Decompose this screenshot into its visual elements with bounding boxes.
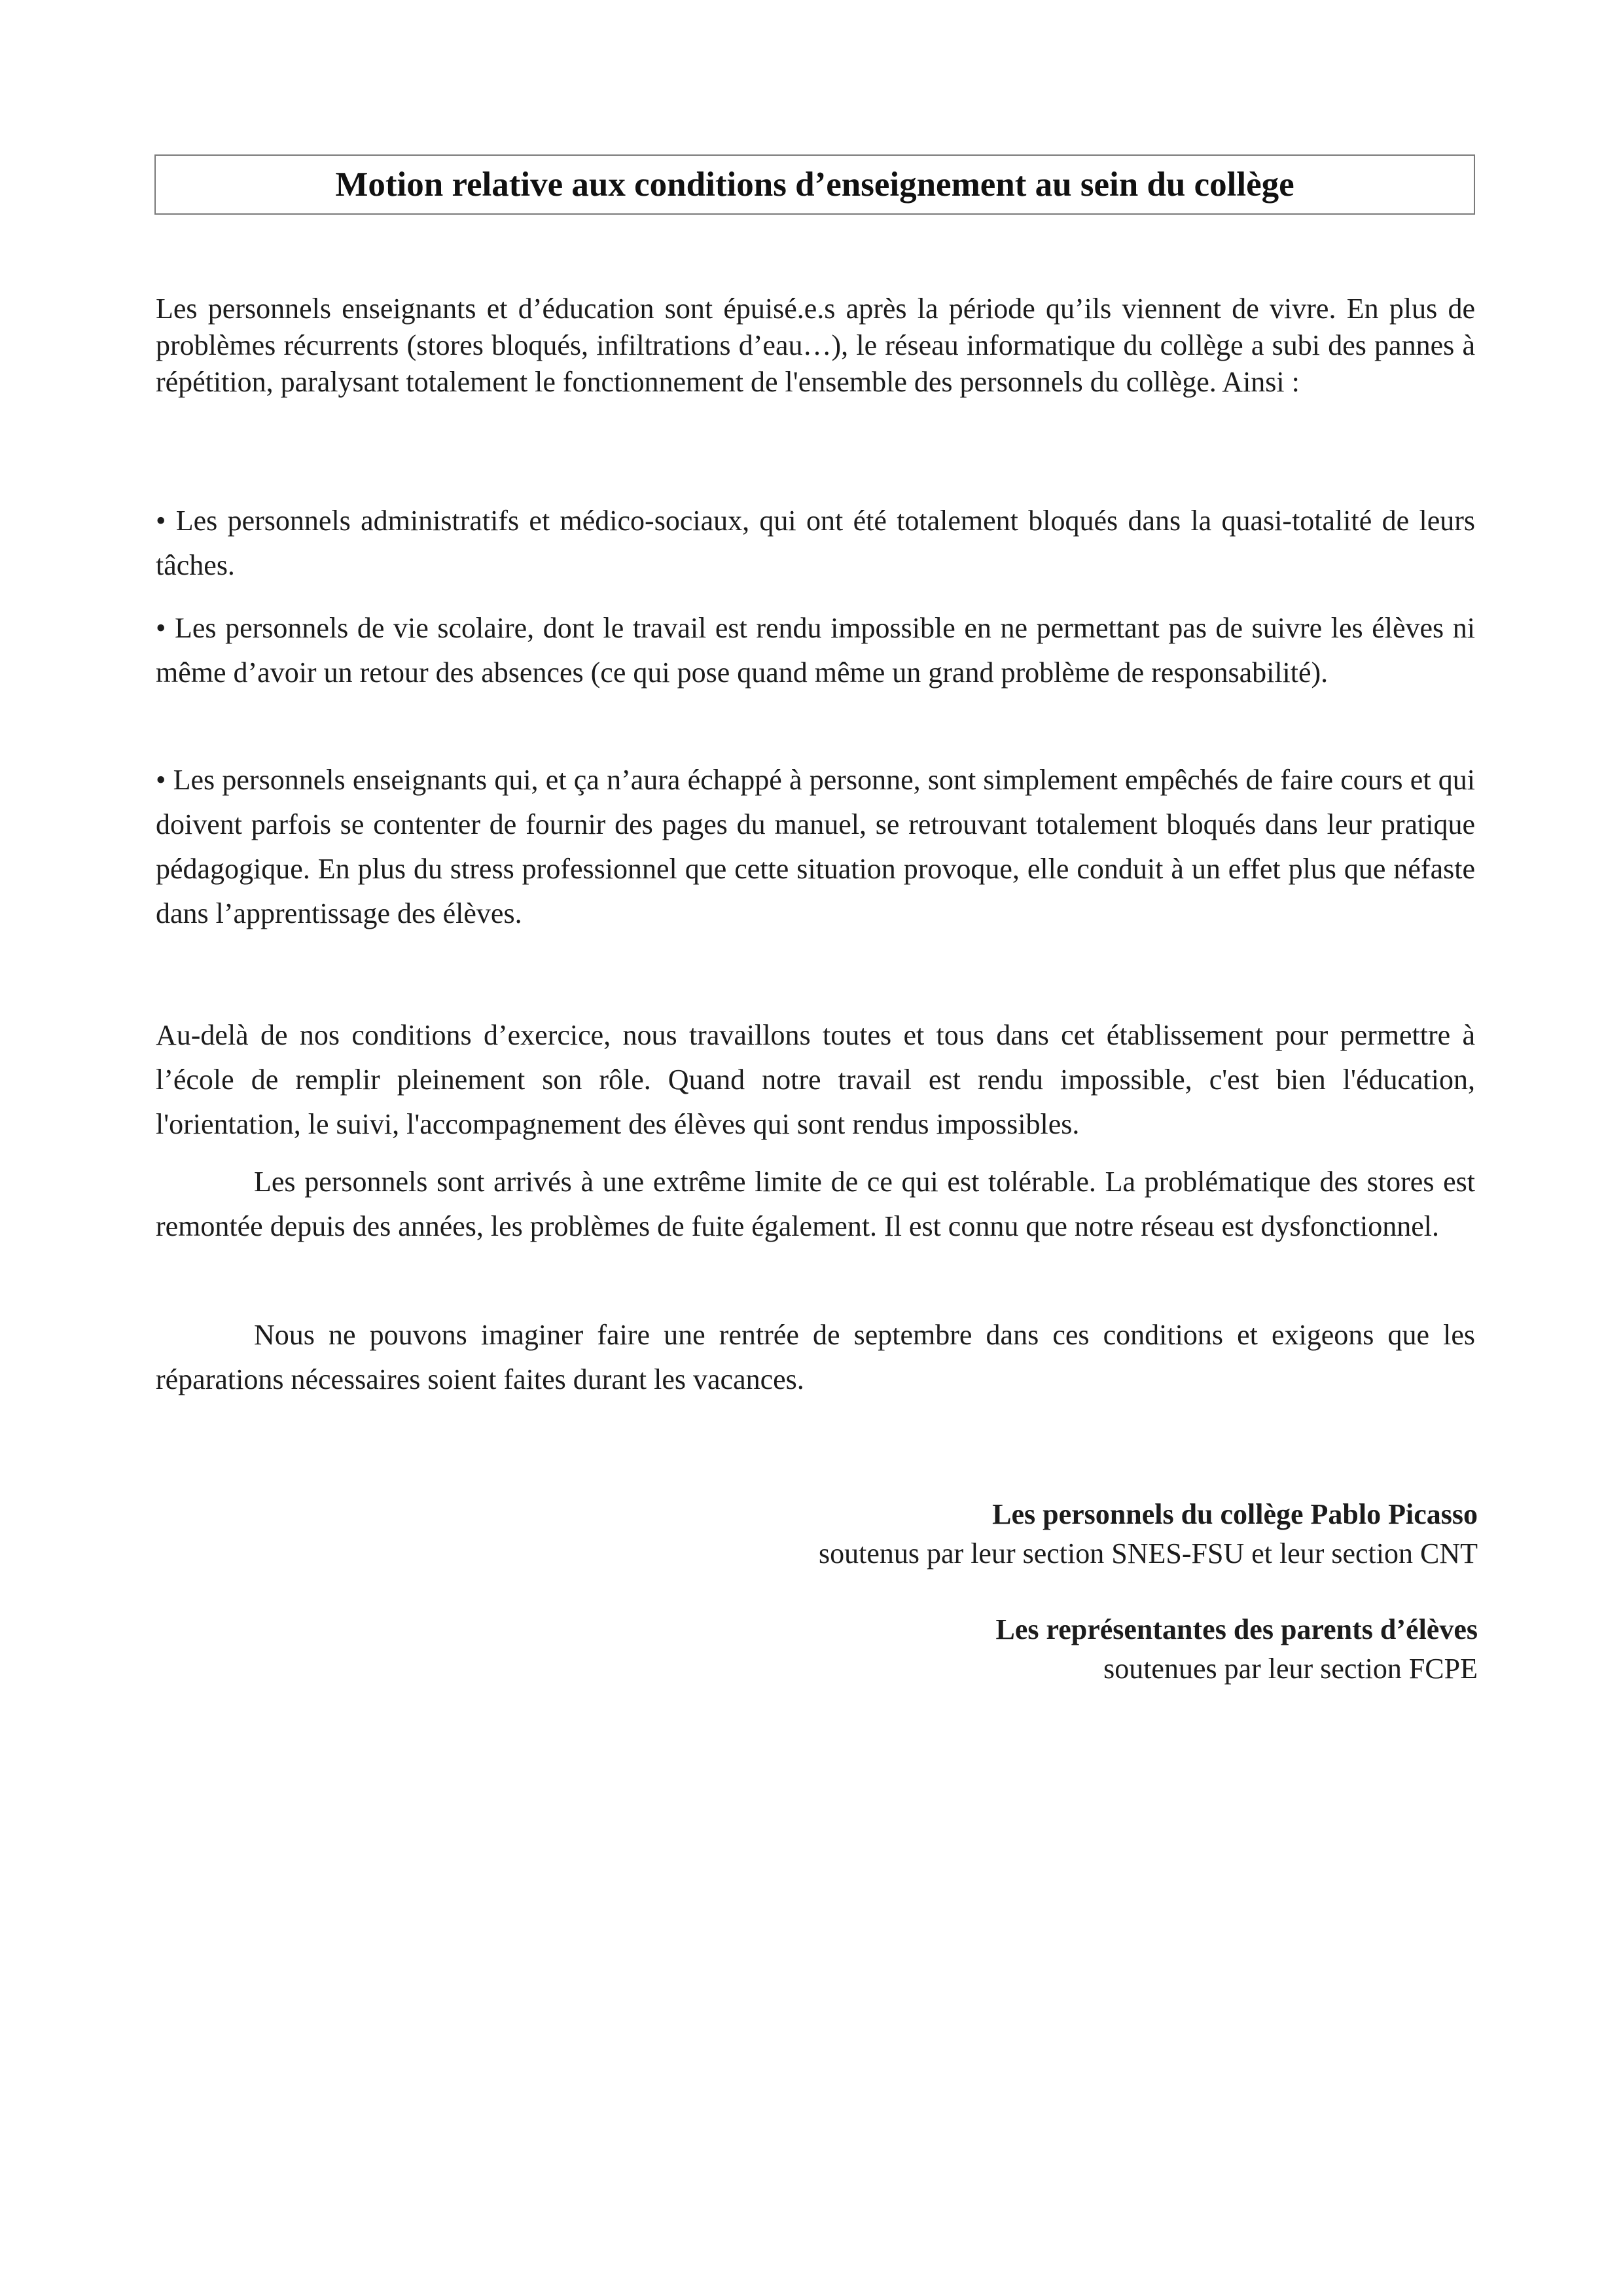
bullet-item-vie-scolaire: • Les personnels de vie scolaire, dont le travail est rendu impossible en ne permettant pas de suivre les élèves ni même d’avoir un retour des absences (ce qui pose quand même un grand problème de responsabilité). [156,612,1475,689]
signature-name: Les représentantes des parents d’élèves [995,1613,1478,1645]
signature-block-parents [995,1610,1478,1689]
signature-subtitle: soutenus par leur section SNES-FSU et leur section CNT [819,1537,1478,1570]
signature-subtitle: soutenues par leur section FCPE [1103,1653,1478,1685]
signature-block-personnels [819,1495,1478,1573]
title-box [154,154,1475,215]
paragraph-limit: Les personnels sont arrivés à une extrême limite de ce qui est tolérable. La problématique des stores est remontée depuis des années, les problèmes de fuite également. Il est connu que notre réseau est dysfonctionnel. [156,1166,1475,1242]
bullet-item-administratifs: • Les personnels administratifs et médico-sociaux, qui ont été totalement bloqués dans la quasi-totalité de leurs tâches. [156,505,1475,581]
document-title: Motion relative aux conditions d’enseignement au sein du collège [335,166,1294,204]
signature-name: Les personnels du collège Pablo Picasso [992,1498,1478,1530]
paragraph-beyond: Au-delà de nos conditions d’exercice, nous travaillons toutes et tous dans cet établissement pour permettre à l’école de remplir pleinement son rôle. Quand notre travail est rendu impossible, c'est bien l'éducation, l'orientation, le suivi, l'accompagnement des élèves qui sont rendus impossibles. [156,1019,1475,1140]
bullet-item-enseignants: • Les personnels enseignants qui, et ça n’aura échappé à personne, sont simplement empêchés de faire cours et qui doivent parfois se contenter de fournir des pages du manuel, se retrouvant totalement bloqués dans leur pratique pédagogique. En plus du stress professionnel que cette situation provoque, elle conduit à un effet plus que néfaste dans l’apprentissage des élèves. [156,764,1475,929]
intro-paragraph: Les personnels enseignants et d’éducation sont épuisé.e.s après la période qu’ils viennent de vivre. En plus de problèmes récurrents (stores bloqués, infiltrations d’eau…), le réseau informatique du collège a subi des pannes à répétition, paralysant totalement le fonctionnement de l'ensemble des personnels du collège. Ainsi : [156,293,1475,398]
paragraph-september: Nous ne pouvons imaginer faire une rentrée de septembre dans ces conditions et exigeons que les réparations nécessaires soient faites durant les vacances. [156,1319,1475,1395]
